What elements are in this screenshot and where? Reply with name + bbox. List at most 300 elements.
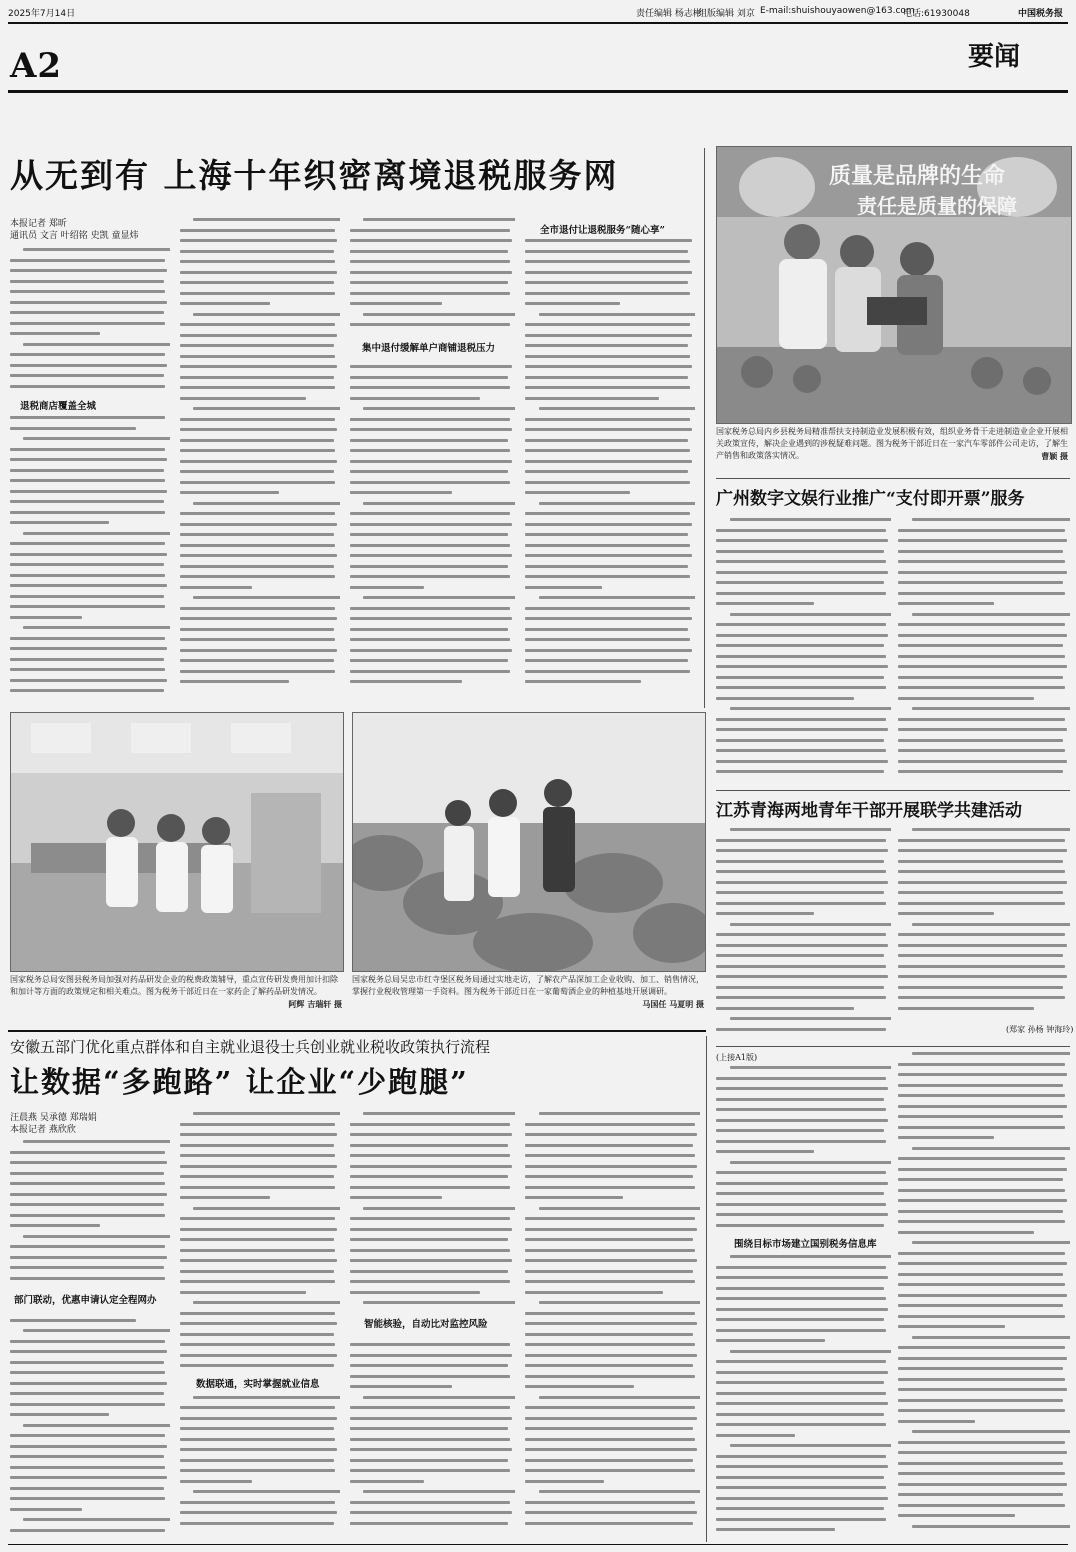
body-text-line [716, 728, 888, 731]
body-text-line [716, 839, 886, 842]
body-text-line [898, 1315, 1065, 1318]
body-text-line [180, 533, 334, 536]
body-text-line [193, 313, 340, 316]
body-text-line [180, 1438, 335, 1441]
body-text-line [525, 1375, 695, 1378]
body-text-line [350, 1522, 508, 1525]
body-text-line [716, 1329, 886, 1332]
body-text-line [180, 449, 335, 452]
anhui-subhead-3: 智能核验，自动比对监控风险 [364, 1319, 488, 1330]
body-text-line [10, 1256, 167, 1259]
body-text-line [716, 1077, 886, 1080]
body-text-line [716, 697, 854, 700]
body-text-line [525, 1133, 697, 1136]
jiangsu-column-2 [898, 828, 1070, 1018]
body-text-line [350, 365, 512, 368]
body-text-line [10, 563, 164, 566]
body-text-line [10, 1445, 167, 1448]
body-text-line [898, 1105, 1067, 1108]
anhui-byline [10, 1112, 97, 1136]
body-text-line [525, 271, 692, 274]
body-text-line [10, 1434, 165, 1437]
body-text-line [193, 1112, 340, 1115]
body-text-line [350, 1364, 508, 1367]
body-text-line [525, 491, 630, 494]
body-text-line [350, 1459, 508, 1462]
body-text-line [525, 1144, 693, 1147]
body-text-line [716, 1224, 884, 1227]
body-text-line [716, 560, 886, 563]
body-text-line [716, 1203, 886, 1206]
body-text-line [716, 1434, 795, 1437]
body-text-line [716, 870, 886, 873]
body-text-line [525, 680, 641, 683]
body-text-line [10, 490, 167, 493]
body-text-line [898, 902, 1065, 905]
body-text-line [10, 1487, 164, 1490]
body-text-line [10, 416, 165, 419]
body-text-line [180, 1448, 337, 1451]
body-text-line [363, 1112, 515, 1115]
body-text-line [898, 1262, 1067, 1265]
body-text-line [912, 1241, 1070, 1244]
body-text-line [898, 1472, 1065, 1475]
body-text-line [10, 1350, 167, 1353]
body-text-line [898, 1325, 1005, 1328]
body-text-line [363, 1490, 515, 1493]
body-text-line [525, 1270, 693, 1273]
body-text-line [180, 523, 337, 526]
body-text-line [10, 1161, 167, 1164]
body-text-line [525, 481, 690, 484]
anhui-subhead-1: 部门联动，优惠申请认定全程网办 [14, 1295, 157, 1306]
body-text-line [10, 584, 167, 587]
body-text-line [716, 1087, 888, 1090]
body-text-line [10, 668, 165, 671]
body-text-line [525, 1364, 693, 1367]
body-text-line [716, 1308, 888, 1311]
body-text-line [898, 1063, 1065, 1066]
email: E-mail:shuishouyaowen@163.com [760, 6, 915, 16]
body-text-line [716, 986, 884, 989]
body-text-line [180, 1333, 334, 1336]
body-text-line [898, 1378, 1065, 1381]
body-text-line [539, 1112, 700, 1115]
body-text-line [350, 1217, 510, 1220]
body-text-line [193, 1207, 340, 1210]
body-text-line [898, 749, 1065, 752]
body-text-line [525, 239, 692, 242]
body-text-line [525, 1186, 695, 1189]
body-text-line [525, 460, 692, 463]
body-text-line [898, 1283, 1065, 1286]
body-text-line [350, 1280, 510, 1283]
body-text-line [912, 1525, 1070, 1528]
body-text-line [898, 849, 1067, 852]
body-text-line [525, 281, 688, 284]
body-text-line [180, 1417, 337, 1420]
body-text-line [525, 1385, 634, 1388]
body-text-line [180, 670, 335, 673]
body-text-line [10, 1203, 164, 1206]
body-text-line [350, 239, 512, 242]
body-text-line [716, 1507, 884, 1510]
body-text-line [350, 449, 510, 452]
body-text-line [525, 1259, 697, 1262]
body-text-line [525, 1459, 693, 1462]
body-text-line [525, 1469, 695, 1472]
body-text-line [10, 616, 82, 619]
column-divider-main [704, 148, 705, 708]
body-text-line [525, 1480, 604, 1483]
body-text-line [350, 250, 508, 253]
body-text-line [525, 344, 688, 347]
body-text-line [350, 659, 508, 662]
body-text-line [716, 1182, 888, 1185]
body-text-line [23, 532, 170, 535]
continued-note: (上接A1版) [716, 1053, 758, 1062]
body-text-line [525, 334, 692, 337]
body-text-line [898, 739, 1063, 742]
body-text-line [898, 676, 1063, 679]
body-text-line [716, 634, 888, 637]
body-text-line [350, 271, 512, 274]
body-text-line [350, 544, 510, 547]
body-text-line [898, 912, 994, 915]
body-text-line [539, 1396, 700, 1399]
body-text-line [539, 1207, 700, 1210]
body-text-line [898, 1514, 1015, 1517]
body-text-line [10, 458, 167, 461]
body-text-line [193, 1396, 340, 1399]
body-text-line [898, 634, 1067, 637]
body-text-line [180, 638, 335, 641]
body-text-line [350, 638, 510, 641]
body-text-line [350, 491, 452, 494]
anhui-kicker: 安徽五部门优化重点群体和自主就业退役士兵创业就业税收政策执行流程 [10, 1038, 491, 1056]
body-text-line [350, 1291, 480, 1294]
body-text-line [363, 1396, 515, 1399]
photo-right-top-caption: 国家税务总局内乡县税务局精准帮扶支持制造业发展积极有效，组织业务骨干走进制造业企业开展相关政策宣传，解决企业遇到的涉税疑难问题。图为税务干部近日在一家汽车零部件公司走访，了解生产销售和政策落实情况。 曹颖 摄 [716, 427, 1068, 461]
body-text-line [350, 481, 510, 484]
body-text-line [23, 1424, 170, 1427]
body-text-line [350, 575, 510, 578]
body-text-line [10, 500, 164, 503]
body-text-line [716, 881, 888, 884]
body-text-line [350, 1343, 510, 1346]
body-text-line [716, 686, 886, 689]
divider-guangzhou-top [716, 478, 1070, 479]
body-text-line [180, 292, 335, 295]
body-text-line [912, 1336, 1070, 1339]
body-text-line [539, 502, 695, 505]
body-text-line [193, 502, 340, 505]
body-text-line [716, 1476, 884, 1479]
issue-date: 2025年7月14日 [8, 9, 76, 19]
page-header-bar [8, 6, 1068, 20]
body-text-line [525, 586, 602, 589]
body-text-line [350, 1123, 510, 1126]
body-text-line [716, 739, 884, 742]
body-text-line [730, 828, 891, 831]
body-text-line [525, 649, 692, 652]
body-text-line [10, 374, 164, 377]
body-text-line [23, 626, 170, 629]
body-text-line [525, 1175, 693, 1178]
body-text-line [180, 544, 335, 547]
photo-left-mid-credit: 阿辉 吉瑞轩 摄 [288, 999, 342, 1009]
body-text-line [716, 1287, 884, 1290]
photo-left-mid-caption: 国家税务总局安图县税务局加强对药品研发企业的税费政策辅导，重点宣传研发费用加计扣除和加计等方面的政策规定和相关难点。图为税务干部近日在一家药企了解药品研发情况。 阿辉 吉瑞轩 摄 [10, 975, 342, 1009]
body-text-line [525, 512, 690, 515]
body-text-line [10, 322, 165, 325]
body-text-line [716, 975, 888, 978]
body-text-line [350, 281, 508, 284]
body-text-line [180, 1175, 334, 1178]
body-text-line [525, 1228, 697, 1231]
body-text-line [898, 1367, 1063, 1370]
body-text-line [350, 1175, 508, 1178]
body-text-line [350, 649, 512, 652]
divider-jiangsu-top [716, 790, 1070, 791]
body-text-line [912, 1430, 1070, 1433]
body-text-line [180, 386, 335, 389]
phone: 电话:61930048 [903, 9, 970, 19]
body-text-line [10, 1245, 165, 1248]
body-text-line [23, 1329, 170, 1332]
body-text-line [193, 1301, 340, 1304]
body-text-line [10, 1193, 167, 1196]
body-text-line [10, 605, 165, 608]
body-text-line [180, 365, 337, 368]
body-text-line [180, 1238, 334, 1241]
body-text-line [525, 323, 690, 326]
body-text-line [716, 1318, 884, 1321]
body-text-line [180, 554, 337, 557]
body-text-line [525, 1354, 697, 1357]
body-text-line [10, 511, 165, 514]
body-text-line [716, 1276, 888, 1279]
body-text-line [716, 912, 814, 915]
body-text-line [898, 839, 1065, 842]
body-text-line [912, 1147, 1070, 1150]
body-text-line [180, 1217, 335, 1220]
body-text-line [363, 596, 515, 599]
body-text-line [180, 397, 306, 400]
body-text-line [180, 344, 334, 347]
body-text-line [539, 407, 695, 410]
body-text-line [10, 1340, 165, 1343]
body-text-line [898, 870, 1065, 873]
body-text-line [898, 1126, 1065, 1129]
body-text-line [350, 1154, 510, 1157]
body-text-line [180, 1165, 337, 1168]
body-text-line [716, 902, 886, 905]
body-text-line [350, 1238, 508, 1241]
body-text-line [180, 1186, 335, 1189]
body-text-line [525, 575, 690, 578]
body-text-line [350, 512, 510, 515]
body-text-line [350, 418, 510, 421]
body-text-line [716, 1413, 884, 1416]
body-text-line [10, 1361, 164, 1364]
lead-subhead-2: 集中退付缓解单户商铺退税压力 [362, 343, 496, 354]
body-text-line [525, 292, 690, 295]
body-text-line [180, 1154, 335, 1157]
body-text-line [350, 1406, 510, 1409]
body-text-line [180, 1144, 334, 1147]
body-text-line [525, 533, 688, 536]
body-text-line [898, 1115, 1063, 1118]
body-text-line [180, 302, 270, 305]
body-text-line [898, 1199, 1067, 1202]
body-text-line [10, 658, 164, 661]
body-text-line [525, 1165, 697, 1168]
body-text-line [525, 1249, 695, 1252]
body-text-line [525, 428, 692, 431]
body-text-line [898, 644, 1063, 647]
photo-pharma-visit [10, 712, 344, 972]
body-text-line [716, 1528, 835, 1531]
body-text-line [10, 1224, 100, 1227]
body-text-line [363, 407, 515, 410]
body-text-line [180, 1480, 252, 1483]
body-text-line [525, 449, 690, 452]
body-text-line [10, 1151, 165, 1154]
body-text-line [730, 1161, 891, 1164]
body-text-line [10, 574, 165, 577]
body-text-line [180, 334, 337, 337]
body-text-line [350, 680, 462, 683]
body-text-line [180, 323, 335, 326]
body-text-line [898, 529, 1065, 532]
body-text-line [10, 1172, 164, 1175]
anhui-byline-authors: 汪晨燕 吴承德 郑瑞娟 [10, 1113, 97, 1123]
body-text-line [350, 617, 512, 620]
body-text-line [912, 518, 1070, 521]
body-text-line [716, 760, 888, 763]
body-text-line [525, 1406, 695, 1409]
body-text-line [525, 1322, 697, 1325]
body-text-line [10, 679, 167, 682]
layout-editor: 组版编辑 刘京 [698, 9, 755, 19]
body-text-line [716, 1381, 884, 1384]
body-text-line [350, 1417, 512, 1420]
body-text-line [23, 437, 170, 440]
body-text-line [716, 718, 886, 721]
body-text-line [716, 1140, 886, 1143]
body-text-line [23, 248, 170, 251]
body-text-line [10, 1403, 165, 1406]
body-text-line [716, 529, 886, 532]
body-text-line [716, 602, 814, 605]
body-text-line [716, 1518, 886, 1521]
body-text-line [180, 428, 337, 431]
anhui-column-2 [180, 1112, 340, 1540]
body-text-line [898, 1084, 1063, 1087]
body-text-line [180, 1406, 335, 1409]
footer-rule [8, 1544, 1068, 1545]
jiangsu-title: 江苏青海两地青年干部开展联学共建活动 [716, 801, 1022, 821]
body-text-line [10, 1476, 167, 1479]
body-text-line [525, 1333, 693, 1336]
body-text-line [350, 460, 512, 463]
body-text-line [898, 1189, 1065, 1192]
body-text-line [350, 1469, 510, 1472]
body-text-line [716, 933, 886, 936]
body-text-line [10, 332, 100, 335]
body-text-line [716, 1213, 888, 1216]
body-text-line [525, 1417, 697, 1420]
body-text-line [193, 1490, 340, 1493]
body-text-line [23, 343, 170, 346]
body-text-line [898, 1231, 1034, 1234]
body-text-line [525, 397, 659, 400]
body-text-line [898, 1441, 1065, 1444]
body-text-line [350, 323, 510, 326]
body-text-line [10, 542, 165, 545]
body-text-line [180, 617, 337, 620]
lead-headline: 从无到有 上海十年织密离境退税服务网 [10, 156, 619, 195]
continued-column-1 [716, 1066, 891, 1540]
body-text-line [898, 1157, 1065, 1160]
body-text-line [180, 460, 337, 463]
guangzhou-column-1 [716, 518, 891, 786]
body-text-line [350, 565, 508, 568]
body-text-line [350, 1228, 512, 1231]
body-text-line [898, 1136, 994, 1139]
body-text-line [363, 1301, 515, 1304]
body-text-line [525, 376, 688, 379]
body-text-line [898, 1073, 1067, 1076]
paper-name: 中国税务报 [1018, 9, 1064, 19]
body-text-line [730, 518, 891, 521]
body-text-line [525, 554, 692, 557]
body-text-line [180, 1522, 334, 1525]
body-text-line [10, 269, 167, 272]
body-text-line [525, 523, 692, 526]
body-text-line [10, 1319, 136, 1322]
body-text-line [180, 1343, 335, 1346]
body-text-line [898, 1409, 1065, 1412]
body-text-line [898, 1094, 1065, 1097]
body-text-line [350, 229, 510, 232]
body-text-line [716, 1402, 888, 1405]
body-text-line [716, 655, 886, 658]
body-text-line [10, 1508, 82, 1511]
body-text-line [350, 1165, 512, 1168]
body-text-line [10, 1413, 109, 1416]
body-text-line [898, 686, 1065, 689]
body-text-line [10, 637, 165, 640]
body-text-line [525, 355, 690, 358]
body-text-line [180, 607, 335, 610]
body-text-line [180, 271, 337, 274]
body-text-line [180, 1270, 334, 1273]
body-text-line [525, 565, 688, 568]
body-text-line [912, 1052, 1070, 1055]
body-text-line [10, 479, 165, 482]
body-text-line [10, 301, 167, 304]
body-text-line [525, 1343, 695, 1346]
body-text-line [898, 996, 1065, 999]
body-text-line [525, 628, 688, 631]
body-text-line [180, 439, 334, 442]
continued-column-2 [898, 1052, 1070, 1540]
body-text-line [180, 1312, 335, 1315]
body-text-line [180, 281, 334, 284]
body-text-line [539, 313, 695, 316]
